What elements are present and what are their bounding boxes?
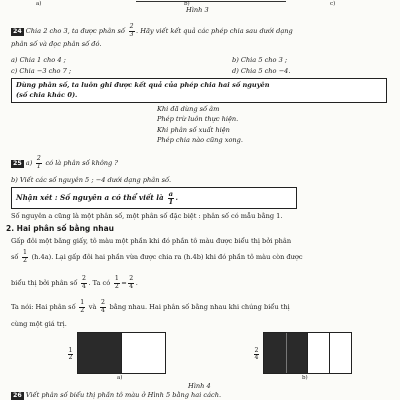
poem-line: Khi đã dùng số âm: [157, 105, 220, 113]
fraction-2-1: $\frac{2}{1}$: [36, 155, 41, 170]
section2-p1-line1: Gấp đôi một băng giấy, tô màu một phần khi đó phần tô màu được biểu thị bởi phân: [11, 237, 292, 245]
fraction-a-1: $\frac{a}{1}$: [168, 190, 174, 206]
section-title: 2. Hai phân số bằng nhau: [6, 224, 114, 233]
figure4b-divider: [307, 333, 308, 373]
exercise-25-part-b: b) Viết các số nguyên 5 ; −4 dưới dạng phân số.: [11, 176, 172, 184]
exercise-25: [11, 156, 118, 170]
fraction-1-2: $\frac{1}{2}$: [68, 346, 73, 361]
fraction-2-4: $\frac{2}{4}$: [82, 275, 86, 290]
figure3-caption-b: b): [184, 1, 190, 7]
rule-line-2: (số chia khác 0).: [16, 91, 78, 99]
exercise-24-text-2: . Hãy viết kết quả các phép chia sau dưới dạng: [136, 27, 293, 35]
summary-text: Số nguyên a cũng là một phân số, một phân số đặc biệt : phân số có mẫu bằng 1.: [11, 212, 283, 220]
exercise-26-text: Viết phân số biểu thị phần tô màu ở Hình 5 bằng hai cách.: [25, 391, 222, 399]
figure4b-divider: [286, 333, 287, 373]
remark-text: Nhận xét : Số nguyên a có thể viết là $\frac{a}{1}$ .: [16, 190, 179, 206]
figure4b-strip: [263, 332, 352, 374]
exercise-number-25: 25: [13, 160, 22, 167]
fraction-1-2: $\frac{1}{2}$: [80, 299, 85, 314]
fraction-1-2: $\frac{1}{2}$: [114, 275, 119, 290]
exercise-24-text-3: phân số và đọc phân số đó.: [11, 40, 102, 48]
section2-p2: biểu thị bởi phân số $\frac{2}{4}$ . Ta có $\frac{1}{2}$ = $\frac{2}{4}$ .: [11, 275, 138, 290]
poem-line: Khi phân số xuất hiện: [157, 125, 230, 134]
figure4a-caption: a): [117, 375, 123, 381]
section2-p1-line2: số $\frac{1}{2}$ (h.4a). Lại gấp đôi hai phần vừa được chia ra (h.4b) khi đó phần tô màu còn được: [11, 249, 303, 264]
exercise-24-item-b: b) Chia 5 cho 3 ;: [232, 56, 288, 64]
exercise-number-24: 24: [13, 28, 22, 35]
figure3-title: Hình 3: [186, 6, 209, 14]
figure4a-shaded-half: [78, 333, 121, 373]
fraction-1-2: $\frac{1}{2}$: [23, 249, 27, 264]
fraction-2-4: $\frac{2}{4}$: [129, 275, 134, 290]
exercise-25-part-a-text: có là phân số không ?: [45, 159, 118, 167]
figure4b-divider: [329, 333, 330, 373]
rule-line-1: Dùng phân số, ta luôn ghi được kết quả của phép chia hai số nguyên: [16, 81, 270, 89]
figure4b-caption: b): [302, 375, 308, 381]
section2-p3: Ta nói: Hai phân số $\frac{1}{2}$ và $\frac{2}{4}$ bằng nhau. Hai phân số bằng nhau khi chúng biểu thị: [11, 299, 290, 314]
figure3-caption-a: a): [36, 1, 42, 7]
figure4b-label: [252, 344, 261, 363]
exercise-24-item-c: c) Chia −3 cho 7 ;: [11, 67, 72, 75]
poem: [157, 104, 243, 146]
figure4a-label: [66, 344, 75, 363]
figure3-caption-c: c): [330, 1, 336, 7]
fraction-2-4: $\frac{2}{4}$: [101, 299, 105, 314]
fraction-2-4: $\frac{2}{4}$: [254, 346, 259, 361]
exercise-26: [11, 391, 221, 400]
exercise-24-text: Chia 2 cho 3, ta được phân số: [25, 27, 125, 35]
exercise-25-part-a: a): [25, 159, 33, 167]
remark-box: [11, 187, 297, 209]
section2-p4: cùng một giá trị.: [11, 320, 67, 328]
figure4a-strip: [77, 332, 166, 374]
exercise-24-item-a: a) Chia 1 cho 4 ;: [11, 56, 66, 64]
exercise-24-item-d: d) Chia 5 cho −4.: [232, 67, 291, 75]
figure4a-divider: [121, 333, 122, 373]
figure3-top-edge: [136, 0, 286, 2]
rule-box: [11, 78, 387, 103]
fraction-2-3: $\frac{2}{3}$: [129, 23, 134, 38]
poem-line: Phép trừ luôn thực hiện.: [157, 115, 239, 124]
exercise-number-26: 26: [13, 392, 22, 399]
figure4-title: Hình 4: [188, 382, 211, 390]
poem-line: Phép chia nào cũng xong.: [157, 136, 243, 145]
exercise-24: [11, 24, 396, 38]
